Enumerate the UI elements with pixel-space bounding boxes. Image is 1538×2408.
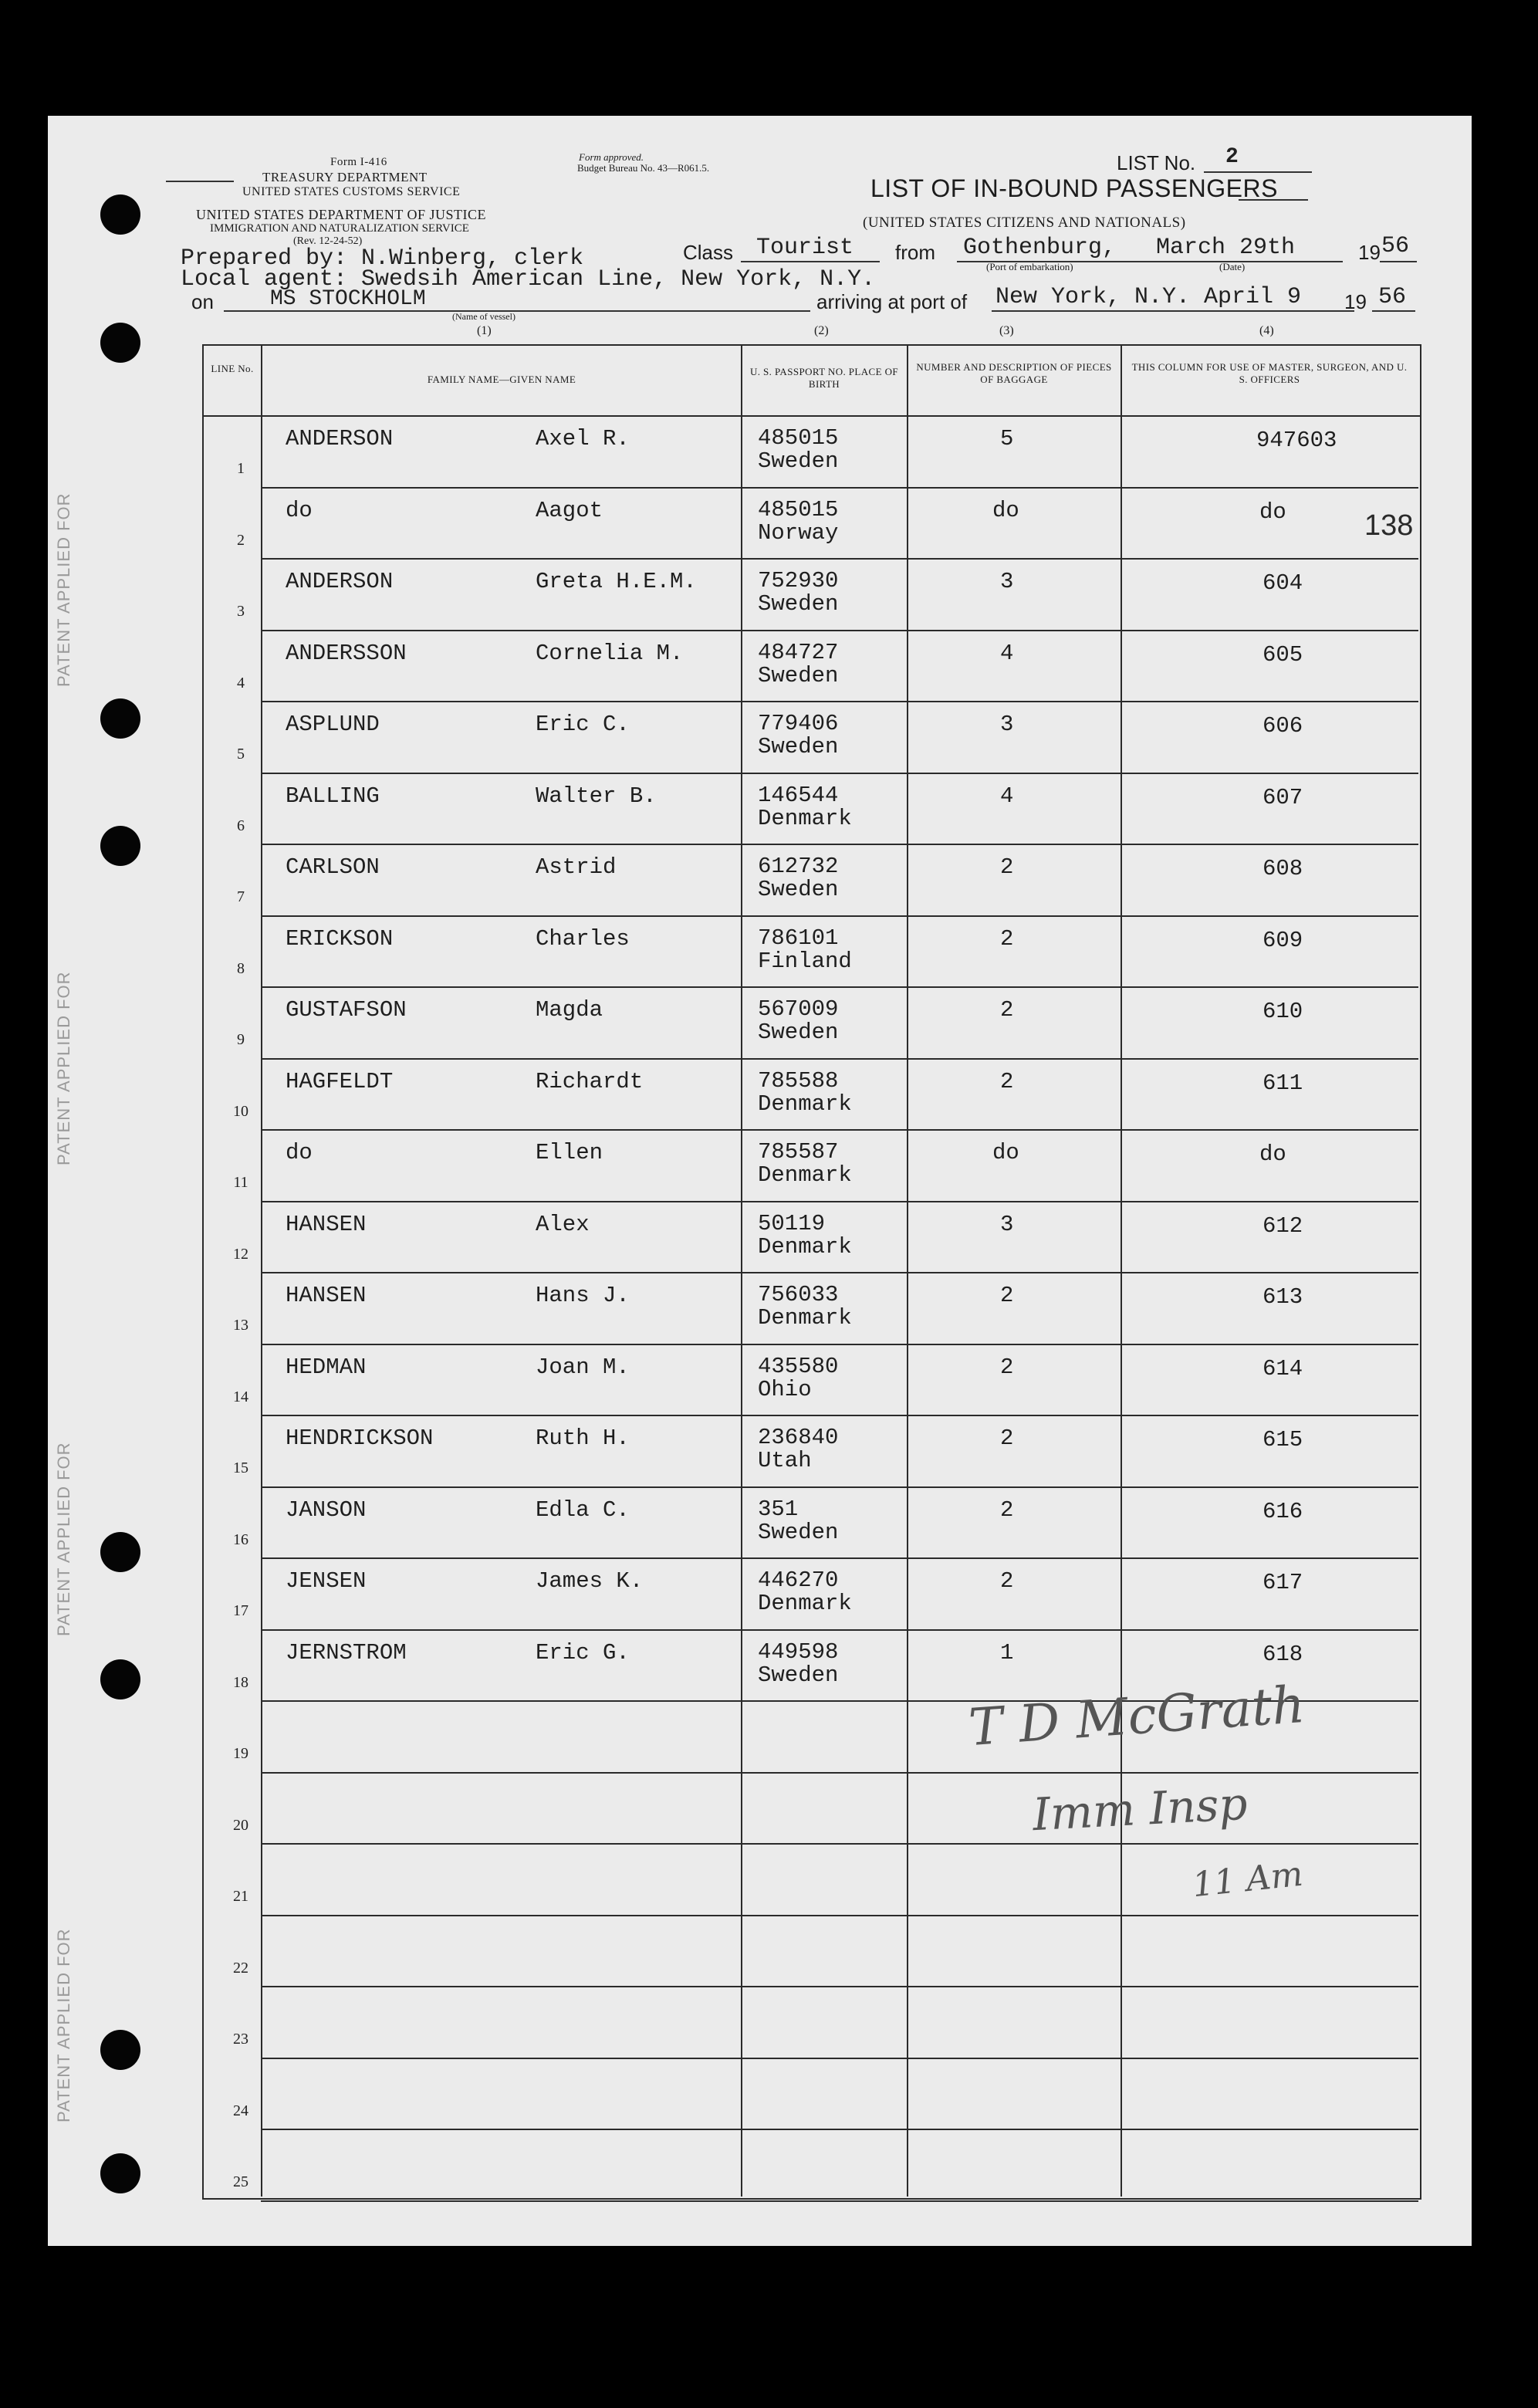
baggage-count: 2	[1000, 1426, 1014, 1451]
officer-number: 610	[1263, 999, 1303, 1024]
binder-hole	[100, 698, 140, 739]
family-name: ASPLUND	[286, 712, 380, 737]
row-divider	[261, 1772, 1418, 1774]
family-name: ANDERSSON	[286, 641, 407, 666]
row-divider	[261, 1986, 1418, 1987]
line-number: 19	[233, 1745, 248, 1762]
line-number: 16	[233, 1531, 248, 1548]
place-of-birth: Sweden	[758, 1662, 839, 1688]
passport-number: 351	[758, 1497, 799, 1522]
line-number: 18	[233, 1674, 248, 1691]
passport-number: 236840	[758, 1425, 839, 1450]
officer-number: do	[1259, 499, 1286, 525]
family-name: CARLSON	[286, 854, 380, 880]
baggage-count: 2	[1000, 1354, 1014, 1380]
col-divider-passport	[907, 344, 908, 2197]
binder-hole	[100, 1659, 140, 1699]
line-number: 11	[233, 1174, 248, 1191]
arriving-year-prefix: 19	[1344, 290, 1367, 313]
form-approved: Form approved.	[579, 151, 644, 163]
given-name: Magda	[536, 997, 603, 1023]
line-number: 3	[237, 603, 245, 620]
vessel-name: MS STOCKHOLM	[270, 287, 426, 311]
row-divider	[261, 1915, 1418, 1916]
row-divider	[261, 701, 1418, 702]
given-name: Cornelia M.	[536, 641, 684, 666]
document-title: LIST OF IN-BOUND PASSENGERS	[870, 174, 1278, 202]
line-number: 22	[233, 1960, 248, 1977]
family-name: HANSEN	[286, 1212, 367, 1237]
vessel-caption: (Name of vessel)	[452, 311, 515, 322]
family-name: ERICKSON	[286, 926, 394, 952]
col-header-name: FAMILY NAME—GIVEN NAME	[427, 374, 576, 385]
line-number: 13	[233, 1317, 248, 1334]
row-divider	[261, 1344, 1418, 1345]
baggage-count: 1	[1000, 1640, 1014, 1666]
passport-number: 146544	[758, 783, 839, 808]
officer-number: 617	[1263, 1570, 1303, 1595]
col-divider-line	[261, 344, 262, 2197]
col-divider-baggage	[1121, 344, 1122, 2197]
arriving-value: New York, N.Y. April 9	[995, 284, 1302, 310]
baggage-count: 3	[1000, 569, 1014, 594]
row-divider	[261, 844, 1418, 845]
arriving-label: arriving at port of	[816, 290, 968, 313]
col-num-4: (4)	[1259, 324, 1274, 337]
row-divider	[261, 1557, 1418, 1559]
baggage-count: 2	[1000, 926, 1014, 952]
col-divider-name	[741, 344, 742, 2197]
row-divider	[261, 1843, 1418, 1845]
place-of-birth: Denmark	[758, 1234, 852, 1260]
col-header-passport: U. S. PASSPORT NO. PLACE OF BIRTH	[749, 366, 899, 390]
passport-number: 485015	[758, 425, 839, 451]
place-of-birth: Finland	[758, 949, 852, 974]
line-number: 21	[233, 1888, 248, 1905]
passport-number: 484727	[758, 640, 839, 665]
side-stamp: PATENT APPLIED FOR	[54, 492, 73, 687]
place-of-birth: Denmark	[758, 1591, 852, 1616]
place-of-birth: Norway	[758, 520, 839, 546]
baggage-count: 4	[1000, 641, 1014, 666]
binder-hole	[100, 2030, 140, 2070]
row-divider	[261, 487, 1418, 489]
list-no-label: LIST No.	[1117, 151, 1196, 174]
place-of-birth: Utah	[758, 1448, 812, 1473]
side-stamp: PATENT APPLIED FOR	[54, 971, 73, 1165]
officer-number: 605	[1263, 642, 1303, 668]
header-rule	[166, 181, 234, 182]
baggage-count: do	[992, 1140, 1019, 1165]
family-name: do	[286, 498, 313, 523]
baggage-count: do	[992, 498, 1019, 523]
arriving-year-underline	[1372, 310, 1415, 312]
row-divider	[261, 1058, 1418, 1060]
place-of-birth: Ohio	[758, 1377, 812, 1402]
given-name: James K.	[536, 1568, 644, 1594]
place-of-birth: Sweden	[758, 448, 839, 474]
title-underline	[1239, 199, 1308, 201]
family-name: BALLING	[286, 783, 380, 809]
row-divider	[261, 558, 1418, 560]
col-num-2: (2)	[814, 324, 829, 337]
officer-number: do	[1259, 1141, 1286, 1167]
baggage-count: 3	[1000, 712, 1014, 737]
row-divider	[261, 1272, 1418, 1273]
place-of-birth: Sweden	[758, 663, 839, 688]
inspector-signature: T D McGrath	[966, 1674, 1307, 1758]
baggage-count: 5	[1000, 426, 1014, 452]
header-divider	[202, 415, 1420, 417]
family-name: HENDRICKSON	[286, 1426, 434, 1451]
officer-number: 614	[1263, 1356, 1303, 1382]
baggage-count: 3	[1000, 1212, 1014, 1237]
col-num-3: (3)	[999, 324, 1014, 337]
line-number: 12	[233, 1246, 248, 1263]
revision-label: (Rev. 12-24-52)	[293, 235, 363, 247]
baggage-count: 2	[1000, 854, 1014, 880]
arriving-year: 56	[1378, 284, 1407, 310]
ins-label: IMMIGRATION AND NATURALIZATION SERVICE	[210, 222, 469, 235]
date-value: March 29th	[1156, 235, 1296, 261]
family-name: HEDMAN	[286, 1354, 367, 1380]
given-name: Eric C.	[536, 712, 630, 737]
passport-number: 752930	[758, 568, 839, 594]
row-divider	[261, 1201, 1418, 1202]
given-name: Charles	[536, 926, 630, 952]
document-subtitle: (UNITED STATES CITIZENS AND NATIONALS)	[863, 215, 1186, 231]
given-name: Ruth H.	[536, 1426, 630, 1451]
place-of-birth: Denmark	[758, 806, 852, 831]
binder-hole	[100, 1532, 140, 1572]
year-underline	[1380, 261, 1417, 262]
family-name: GUSTAFSON	[286, 997, 407, 1023]
date-caption: (Date)	[1219, 261, 1246, 272]
row-divider	[261, 2058, 1418, 2059]
row-divider	[261, 2129, 1418, 2130]
place-of-birth: Sweden	[758, 877, 839, 902]
line-number: 7	[237, 888, 245, 905]
officer-number: 618	[1263, 1642, 1303, 1667]
baggage-count: 4	[1000, 783, 1014, 809]
class-value: Tourist	[756, 235, 854, 261]
binder-hole	[100, 2153, 140, 2193]
row-divider	[261, 630, 1418, 631]
baggage-count: 2	[1000, 997, 1014, 1023]
line-number: 20	[233, 1817, 248, 1834]
passport-number: 446270	[758, 1568, 839, 1593]
passport-number: 779406	[758, 711, 839, 736]
from-label: from	[895, 241, 935, 264]
passport-number: 485015	[758, 497, 839, 523]
place-of-birth: Denmark	[758, 1305, 852, 1331]
line-number: 25	[233, 2173, 248, 2190]
place-of-birth: Denmark	[758, 1162, 852, 1188]
col-header-line: LINE No.	[211, 363, 254, 374]
arriving-underline	[992, 310, 1354, 312]
line-number: 17	[233, 1602, 248, 1619]
passport-number: 449598	[758, 1639, 839, 1665]
side-stamp: PATENT APPLIED FOR	[54, 1442, 73, 1636]
col-num-1: (1)	[477, 324, 492, 337]
family-name: HAGFELDT	[286, 1069, 394, 1094]
given-name: Edla C.	[536, 1497, 630, 1523]
given-name: Eric G.	[536, 1640, 630, 1666]
passport-number: 785588	[758, 1068, 839, 1094]
line-number: 8	[237, 960, 245, 977]
baggage-count: 2	[1000, 1069, 1014, 1094]
given-name: Alex	[536, 1212, 590, 1237]
binder-hole	[100, 323, 140, 363]
line-number: 1	[237, 460, 245, 477]
place-of-birth: Sweden	[758, 591, 839, 617]
binder-hole	[100, 826, 140, 866]
col-header-baggage: NUMBER AND DESCRIPTION OF PIECES OF BAGGAGE	[916, 361, 1112, 385]
baggage-count: 2	[1000, 1568, 1014, 1594]
given-name: Greta H.E.M.	[536, 569, 697, 594]
given-name: Hans J.	[536, 1283, 630, 1308]
family-name: JANSON	[286, 1497, 367, 1523]
officer-number: 615	[1263, 1427, 1303, 1453]
officer-number: 612	[1263, 1213, 1303, 1239]
side-stamp: PATENT APPLIED FOR	[54, 1928, 73, 2122]
row-divider	[261, 915, 1418, 917]
line-number: 23	[233, 2031, 248, 2048]
on-label: on	[191, 290, 214, 313]
line-number: 24	[233, 2102, 248, 2119]
list-no-value: 2	[1225, 145, 1239, 169]
class-underline	[741, 261, 880, 262]
family-name: do	[286, 1140, 313, 1165]
inspection-time: 11 Am	[1190, 1854, 1305, 1906]
place-of-birth: Sweden	[758, 1020, 839, 1045]
officer-number: 616	[1263, 1499, 1303, 1524]
binder-hole	[100, 194, 140, 235]
officer-number: 947603	[1256, 428, 1337, 453]
year-value: 56	[1381, 233, 1410, 259]
officer-number: 607	[1263, 785, 1303, 810]
officer-number: 608	[1263, 856, 1303, 881]
given-name: Axel R.	[536, 426, 630, 452]
officer-number: 609	[1263, 928, 1303, 953]
passport-number: 785587	[758, 1139, 839, 1165]
row-divider	[261, 1129, 1418, 1131]
baggage-count: 2	[1000, 1497, 1014, 1523]
row-divider	[261, 1415, 1418, 1416]
row-divider	[261, 986, 1418, 988]
passport-number: 435580	[758, 1354, 839, 1379]
row-divider	[261, 1629, 1418, 1631]
local-agent: Local agent: Swedsih American Line, New York, N.Y.	[181, 266, 876, 293]
passport-number: 756033	[758, 1282, 839, 1307]
customs-label: UNITED STATES CUSTOMS SERVICE	[242, 185, 461, 198]
row-divider	[261, 1486, 1418, 1488]
place-of-birth: Denmark	[758, 1091, 852, 1117]
given-name: Walter B.	[536, 783, 657, 809]
officer-number: 606	[1263, 713, 1303, 739]
passport-number: 567009	[758, 996, 839, 1022]
line-number: 9	[237, 1031, 245, 1048]
family-name: JERNSTROM	[286, 1640, 407, 1666]
officer-number: 613	[1263, 1284, 1303, 1310]
passport-number: 50119	[758, 1211, 826, 1236]
list-no-underline	[1204, 171, 1312, 173]
baggage-count: 2	[1000, 1283, 1014, 1308]
given-name: Aagot	[536, 498, 603, 523]
prepared-by: Prepared by: N.Winberg, clerk	[181, 245, 584, 272]
line-number: 4	[237, 675, 245, 692]
from-value: Gothenburg,	[963, 235, 1117, 261]
place-of-birth: Sweden	[758, 1520, 839, 1545]
given-name: Joan M.	[536, 1354, 630, 1380]
embarkation-caption: (Port of embarkation)	[986, 261, 1073, 272]
line-number: 14	[233, 1388, 248, 1405]
given-name: Ellen	[536, 1140, 603, 1165]
line-number: 2	[237, 532, 245, 549]
line-number: 15	[233, 1459, 248, 1476]
row-divider	[261, 2200, 1418, 2202]
vessel-underline	[224, 310, 810, 312]
treasury-label: TREASURY DEPARTMENT	[262, 170, 428, 184]
family-name: JENSEN	[286, 1568, 367, 1594]
place-of-birth: Sweden	[758, 734, 839, 759]
budget-bureau: Budget Bureau No. 43—R061.5.	[577, 162, 710, 174]
year-prefix: 19	[1358, 241, 1381, 264]
officer-number: 611	[1263, 1070, 1303, 1096]
given-name: Astrid	[536, 854, 617, 880]
passport-number: 612732	[758, 854, 839, 879]
line-number: 5	[237, 746, 245, 763]
family-name: HANSEN	[286, 1283, 367, 1308]
class-label: Class	[683, 241, 734, 264]
margin-annotation: 138	[1364, 509, 1414, 542]
family-name: ANDERSON	[286, 426, 394, 452]
justice-label: UNITED STATES DEPARTMENT OF JUSTICE	[196, 207, 487, 222]
given-name: Richardt	[536, 1069, 644, 1094]
line-number: 10	[233, 1103, 248, 1120]
row-divider	[261, 773, 1418, 774]
col-header-officers: THIS COLUMN FOR USE OF MASTER, SURGEON, AND U. S. OFFICERS	[1131, 361, 1408, 385]
family-name: ANDERSON	[286, 569, 394, 594]
form-number: Form I-416	[330, 156, 387, 168]
officer-number: 604	[1263, 570, 1303, 596]
inspector-title: Imm Insp	[1031, 1777, 1249, 1842]
passport-number: 786101	[758, 925, 839, 951]
line-number: 6	[237, 817, 245, 834]
